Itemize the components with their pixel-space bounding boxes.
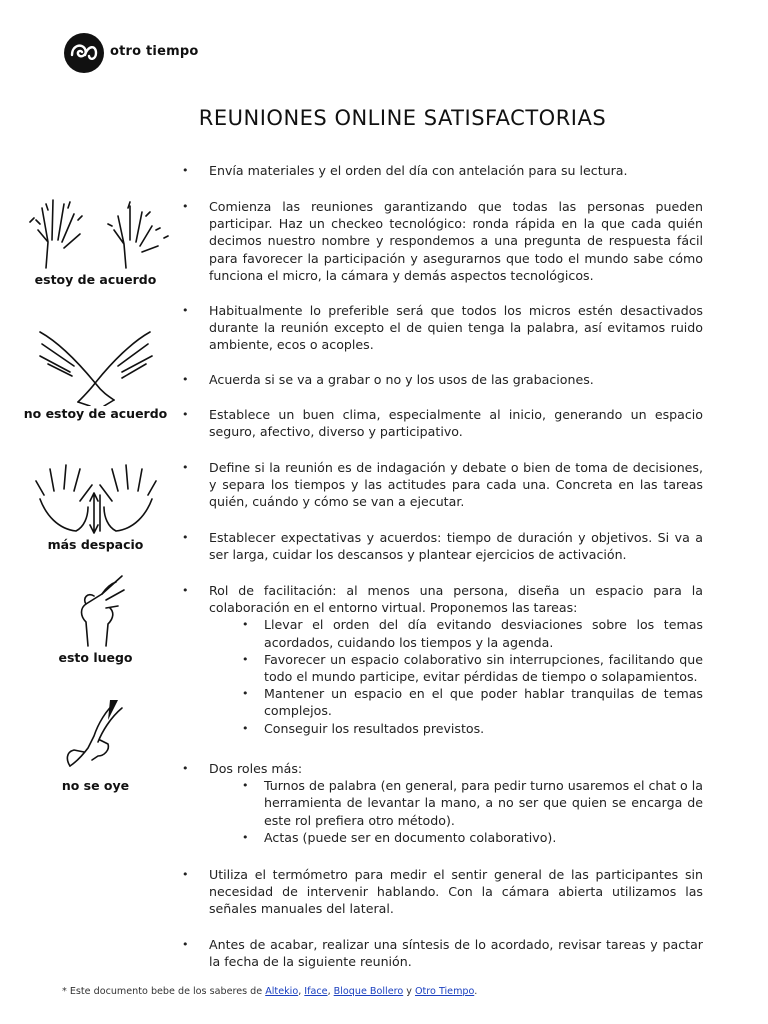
bullet-icon: • [182,164,189,177]
gesture-label: estoy de acuerdo [34,272,157,287]
footer-separator: , [298,986,305,997]
gesture-agree [18,190,173,287]
list-item-text: Comienza las reuniones garantizando que todas las personas pueden participar. Haz un checkeo tecnológico: ronda rápida en la que cada quién decimos nuestro nombre y respondemos a una pregunta de respuesta fácil para favorecer la participación y asegurarnos que todo el mundo sabe cómo funciona el micro, la cámara y demás aspectos tecnológicos. [209,199,703,283]
sub-list-item [242,616,703,650]
bullet-icon: • [182,461,189,474]
bullet-icon: • [182,762,189,775]
sub-item-text: Favorecer un espacio colaborativo sin interrupciones, facilitando que todo el mundo participe, evitar pérdidas de tiempo o solapamientos. [264,651,703,685]
list-item-text: Utiliza el termómetro para medir el sentir general de las participantes sin necesidad de intervenir hablando. Con la cámara abierta utilizamos las señales manuales del lateral. [209,867,703,917]
footer-suffix: . [474,986,478,997]
list-item [182,198,703,284]
page-title: REUNIONES ONLINE SATISFACTORIAS [198,106,607,130]
sub-item-text: Actas (puede ser en documento colaborativo). [264,829,557,845]
hands-slow-down-icon [18,455,173,537]
gesture-later [18,566,173,665]
list-item-text: Establecer expectativas y acuerdos: tiempo de duración y objetivos. Si va a ser larga, cuidar los descansos y plantear ejercicios de activación. [209,530,703,563]
brand-name: otro tiempo [110,44,199,59]
sub-list-item [242,720,703,737]
bullet-icon: • [182,373,189,386]
footer-credits [62,986,477,997]
bullet-icon: • [242,687,249,701]
list-item-text: Establece un buen clima, especialmente al inicio, generando un espacio seguro, afectivo, diverso y participativo. [209,407,703,440]
bullet-icon: • [242,779,249,793]
link-iface[interactable]: Iface [304,986,328,997]
bullet-icon: • [182,408,189,421]
list-item-text: Antes de acabar, realizar una síntesis de lo acordado, revisar tareas y pactar la fecha de la siguiente reunión. [209,937,703,970]
bullet-icon: • [242,721,249,735]
sub-item-text: Llevar el orden del día evitando desviaciones sobre los temas acordados, cuidando los tiempos y la agenda. [264,617,703,650]
bullet-icon: • [242,618,249,632]
sub-item-text: Mantener un espacio en el que poder hablar tranquilas de temas complejos. [264,686,703,719]
list-item-text: Habitualmente lo preferible será que todos los micros estén desactivados durante la reunión excepto el de quien tenga la palabra, así evitamos ruido ambiente, ecos o acoples. [209,303,703,353]
link-altekio[interactable]: Altekio [265,986,299,997]
sub-list-item [242,777,703,829]
bullet-icon: • [182,938,189,951]
list-item [182,406,703,440]
footer-separator: y [403,986,415,997]
link-otro-tiempo[interactable]: Otro Tiempo [414,986,475,997]
list-item [182,936,703,970]
bullet-icon: • [182,200,189,213]
list-item [182,459,703,511]
link-bloque-bollero[interactable]: Bloque Bollero [333,986,404,997]
gesture-label: más despacio [47,537,144,552]
sub-list-item [242,829,703,846]
bullet-icon: • [182,868,189,881]
hands-waving-icon [18,190,173,272]
gesture-slow-down [18,455,173,552]
spiral-logo-icon [62,31,106,75]
footer-separator: , [327,986,334,997]
gesture-label: esto luego [58,650,133,665]
list-item [182,760,703,846]
hand-later-icon [18,566,173,650]
list-item [182,162,703,179]
bullet-icon: • [182,304,189,317]
list-item [182,582,703,737]
sub-list-item [242,651,703,685]
hand-ear-icon [18,700,173,778]
list-item-text: Rol de facilitación: al menos una persona, diseña un espacio para la colaboración en el entorno virtual. Proponemos las tareas: [209,583,703,616]
sub-item-text: Conseguir los resultados previstos. [264,720,485,736]
list-item [182,529,703,563]
list-item [182,371,703,388]
list-item-text: Dos roles más: [209,761,303,776]
list-item [182,302,703,354]
hands-crossed-icon [18,322,173,406]
brand-logo [62,31,198,75]
gesture-disagree [18,322,173,421]
sub-list-item [242,685,703,719]
footer-prefix: * Este documento bebe de los saberes de [62,986,266,997]
bullet-icon: • [242,830,249,844]
list-item-text: Define si la reunión es de indagación y debate o bien de toma de decisiones, y separa los tiempos y las actitudes para cada una. Concreta en las tareas quién, cuándo y cómo se van a ejecutar. [209,460,703,510]
bullet-icon: • [182,531,189,544]
list-item-text: Acuerda si se va a grabar o no y los usos de las grabaciones. [209,372,594,387]
sub-item-text: Turnos de palabra (en general, para pedir turno usaremos el chat o la herramienta de levantar la mano, a no ser que quien se encarga de este rol prefiera otro método). [264,778,703,828]
gesture-label: no estoy de acuerdo [23,406,168,421]
bullet-icon: • [242,652,249,666]
gesture-label: no se oye [61,778,130,793]
bullet-icon: • [182,584,189,597]
list-item-text: Envía materiales y el orden del día con antelación para su lectura. [209,163,628,178]
list-item [182,866,703,918]
gesture-cant-hear [18,700,173,793]
